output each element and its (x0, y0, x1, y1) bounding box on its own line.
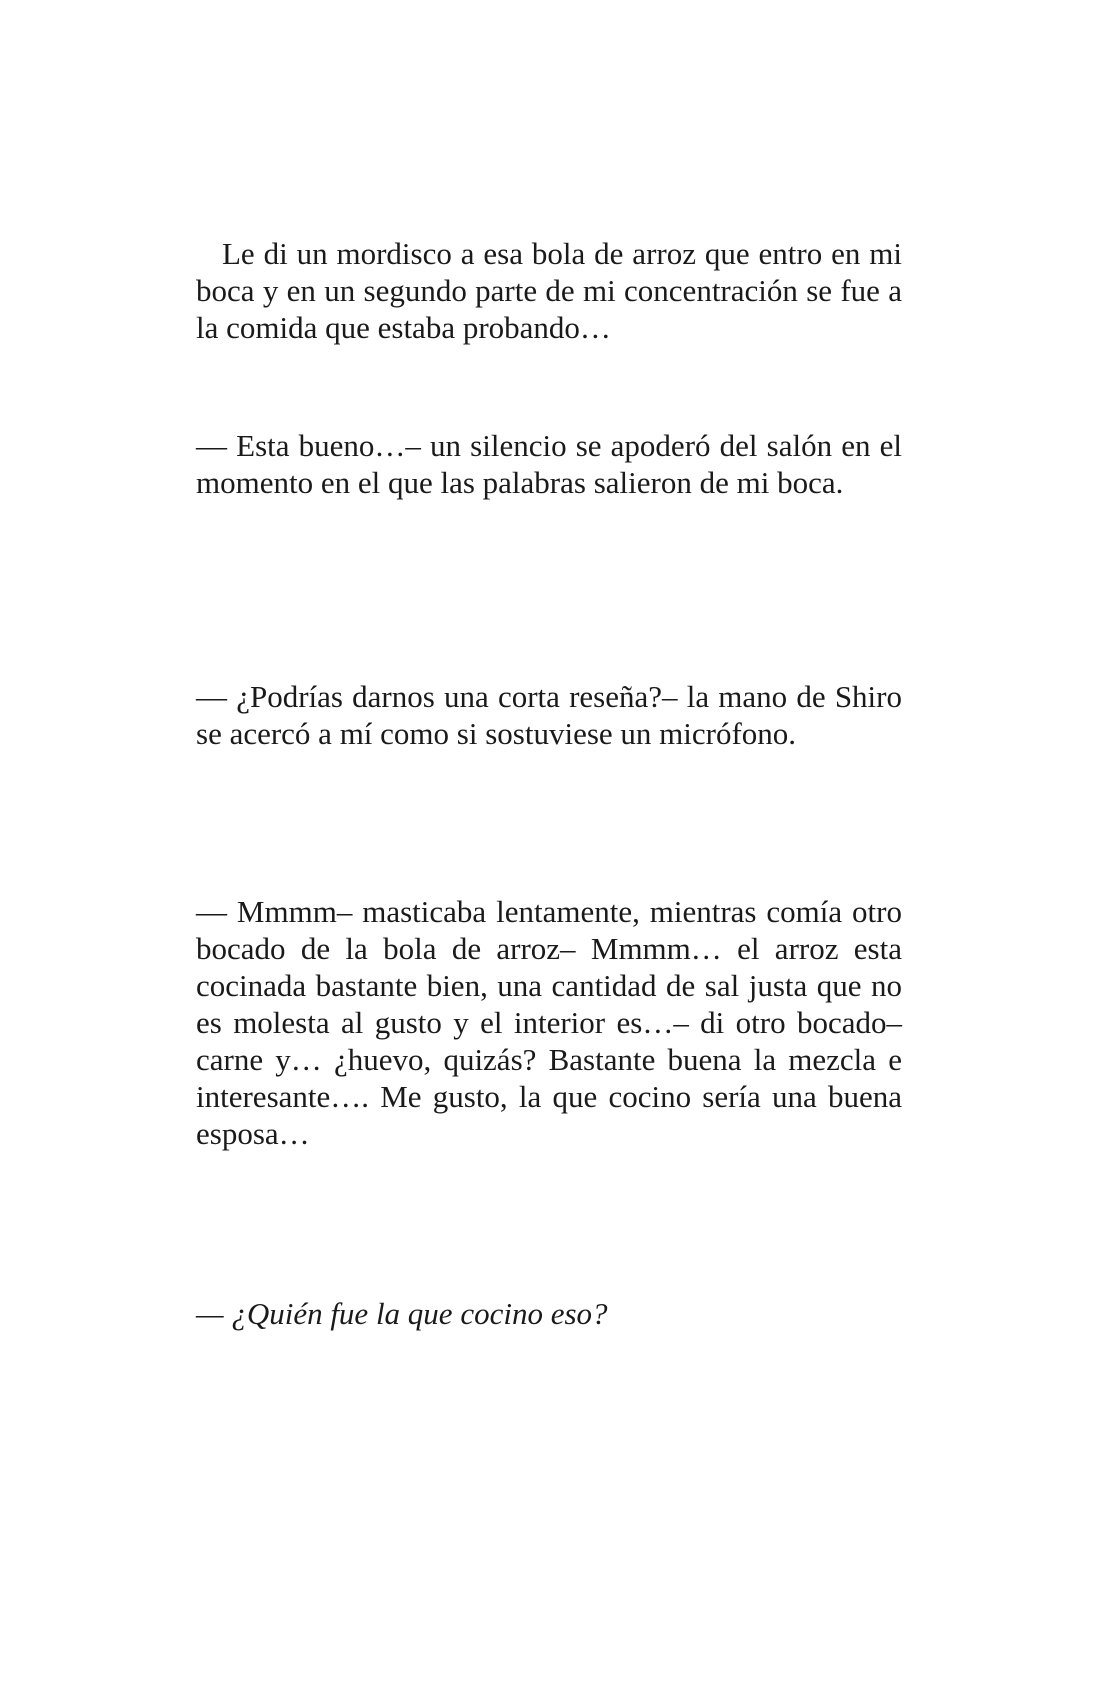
paragraph-dialogue-review: — Mmmm– masticaba lentamente, mientras comía otro bocado de la bola de arroz– Mmmm… el arroz esta cocinada bastante bien, una cantidad de sal justa que no es molesta al gusto y el interior es…– di otro bocado– carne y… ¿huevo, quizás? Bastante buena la mezcla e interesante…. Me gusto, la que cocino sería una buena esposa… (196, 894, 902, 1151)
paragraph-dialogue-resena: — ¿Podrías darnos una corta reseña?– la mano de Shiro se acercó a mí como si sostuviese un micrófono. (196, 679, 902, 751)
paragraph-dialogue-question: — ¿Quién fue la que cocino eso? (196, 1296, 608, 1331)
paragraph-dialogue-esta-bueno: — Esta bueno…– un silencio se apoderó del salón en el momento en el que las palabras salieron de mi boca. (196, 428, 902, 500)
paragraph-narration: Le di un mordisco a esa bola de arroz que entro en mi boca y en un segundo parte de mi concentración se fue a la comida que estaba probando… (196, 236, 902, 345)
